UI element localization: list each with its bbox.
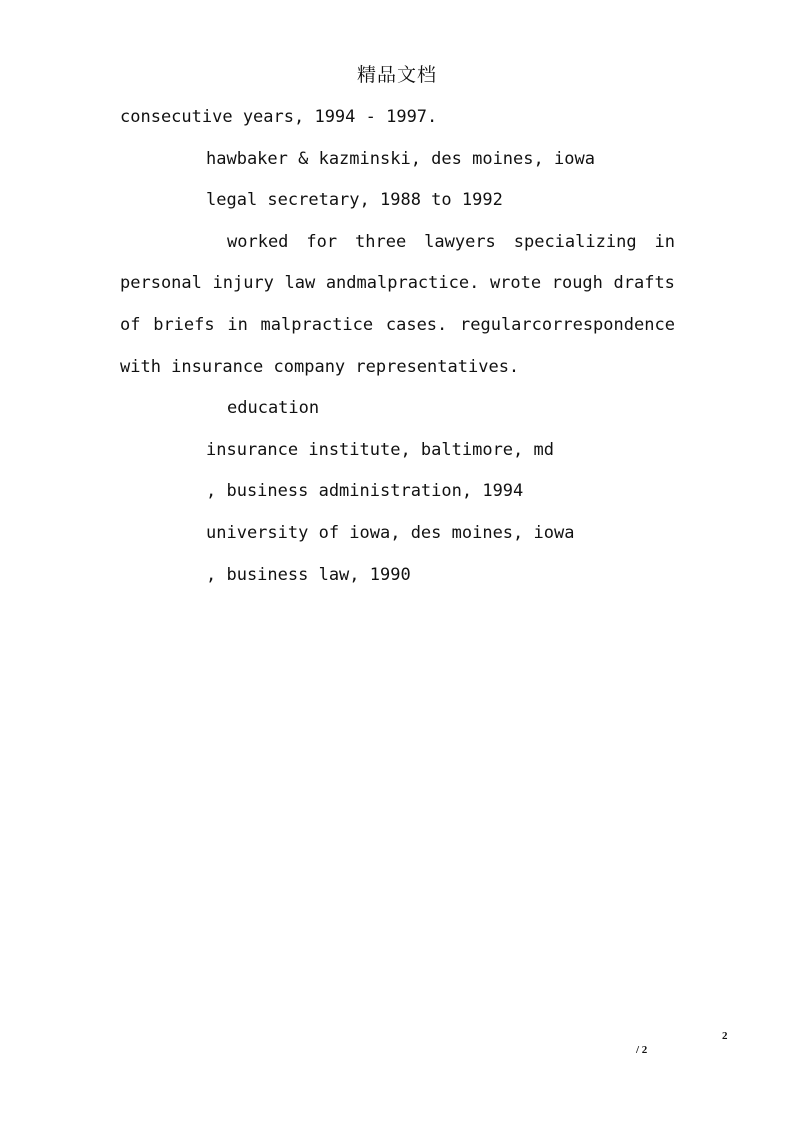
word: malpractice xyxy=(260,314,374,335)
text-line: consecutive years, 1994 - 1997. xyxy=(120,107,438,127)
school-line: insurance institute, baltimore, md xyxy=(206,439,554,460)
paragraph-line: with insurance company representatives. xyxy=(120,356,520,377)
degree-line: , business law, 1990 xyxy=(206,564,411,585)
job-title-line: legal secretary, 1988 to 1992 xyxy=(206,190,503,211)
word: in xyxy=(227,314,248,335)
word: law xyxy=(284,273,316,294)
page-header-title: 精品文档 xyxy=(356,64,437,86)
word: rough xyxy=(551,273,603,294)
section-heading-education: education xyxy=(227,398,320,419)
word: regularcorrespondence xyxy=(460,314,675,335)
paragraph-line xyxy=(120,269,675,311)
word: for xyxy=(306,231,338,252)
word: lawyers xyxy=(424,231,496,252)
word: drafts xyxy=(613,273,675,294)
degree-line: , business administration, 1994 xyxy=(206,481,524,502)
word: worked xyxy=(227,231,289,252)
employer-line: hawbaker & kazminski, des moines, iowa xyxy=(206,148,595,169)
paragraph-line xyxy=(120,311,675,353)
word: injury xyxy=(212,273,274,294)
word: specializing xyxy=(513,231,637,252)
word: personal xyxy=(120,273,202,294)
word: cases. xyxy=(385,314,448,335)
word: in xyxy=(654,231,675,252)
word: wrote xyxy=(489,273,542,294)
page-number: 2 xyxy=(722,1030,728,1042)
word: andmalpractice. xyxy=(325,273,480,294)
document-body xyxy=(120,103,675,602)
page-total: / 2 xyxy=(636,1044,648,1056)
word: three xyxy=(355,231,407,252)
school-line: university of iowa, des moines, iowa xyxy=(206,522,575,543)
word: briefs xyxy=(153,314,215,335)
paragraph-line xyxy=(120,228,675,270)
word: of xyxy=(120,314,141,335)
